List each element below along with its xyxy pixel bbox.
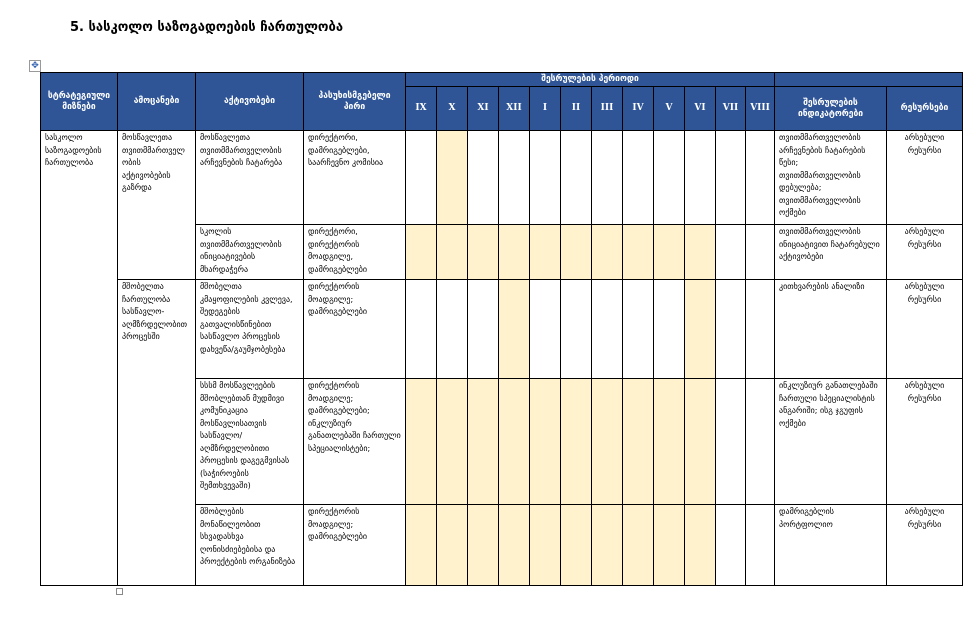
month-cell-active [406,379,437,505]
month-cell-active [592,505,623,586]
resource-cell: არსებული რესურსი [887,280,963,379]
activity-cell: სსსმ მოსწავლეების მშობლებთან მუდმივი კომუნიკაცია მოსწავლისათვის სასწავლო/აღმზრდელობითი პროცესის დაგეგმვისას (საჭიროების შემთხვევაში) [196,379,304,505]
month-cell-active [499,505,530,586]
month-cell [406,131,437,225]
header-month: VIII [746,87,775,131]
month-cell [499,131,530,225]
month-cell-active [623,379,654,505]
responsible-cell: დირექტორი, დირექტორის მოადგილე, დამრიგებლები [304,225,406,280]
month-cell [592,280,623,379]
month-cell-active [406,505,437,586]
month-cell [716,505,746,586]
month-cell-active [623,505,654,586]
responsible-cell: დირექტორის მოადგილე; დამრიგებლები [304,505,406,586]
resource-cell: არსებული რესურსი [887,131,963,225]
month-cell-active [654,225,685,280]
indicator-cell: კითხვარების ანალიზი [775,280,887,379]
month-cell [592,131,623,225]
month-cell [530,131,561,225]
month-cell-active [654,505,685,586]
month-cell-active [530,379,561,505]
header-month: XI [468,87,499,131]
header-month: IX [406,87,437,131]
section-title: 5. სასკოლო საზოგადოების ჩართულობა [70,20,344,35]
responsible-cell: დირექტორის მოადგილე; დამრიგებლები; ინკლუზიურ განათლებაში ჩართული სპეციალისტები; [304,379,406,505]
task-cell: მოსწავლეთა თვითმმართველობის აქტივობების გაზრდა [118,131,196,280]
month-cell-active [561,505,592,586]
month-cell-active [468,505,499,586]
task-cell: მშობელთა ჩართულობა სასწავლო-აღმზრდელობით პროცესში [118,280,196,586]
header-month: IV [623,87,654,131]
month-cell-active [530,225,561,280]
header-month: III [592,87,623,131]
header-period: შესრულების პერიოდი [406,73,775,87]
month-cell [746,131,775,225]
header-blank [775,73,963,87]
month-cell [468,131,499,225]
month-cell-active [685,379,716,505]
month-cell-active [530,505,561,586]
month-cell [530,280,561,379]
month-cell-active [437,225,468,280]
resource-cell: არსებული რესურსი [887,225,963,280]
resource-cell: არსებული რესურსი [887,505,963,586]
header-month: XII [499,87,530,131]
header-activities: აქტივობები [196,73,304,131]
month-cell-active [592,379,623,505]
responsible-cell: დირექტორი, დამრიგებლები, საარჩევნო კომისია [304,131,406,225]
table-row [41,131,963,225]
month-cell-active [685,225,716,280]
header-indicators: შესრულების ინდიკატორები [775,87,887,131]
month-cell-active [468,379,499,505]
month-cell [623,280,654,379]
month-cell-active [561,379,592,505]
month-cell-active [437,505,468,586]
month-cell-active [592,225,623,280]
activity-cell: სკოლის თვითმმართველობის ინიციატივების მხარდაჭერა [196,225,304,280]
activity-cell: მშობლების მონაწილეობით სხვადასხვა ღონისძიებებისა და პროექტების ორგანიზება [196,505,304,586]
header-month: II [561,87,592,131]
month-cell [746,505,775,586]
strategic-goal-cell: სასკოლო საზოგადოების ჩართულობა [41,131,118,586]
month-cell-active [499,225,530,280]
month-cell [623,131,654,225]
header-month: X [437,87,468,131]
table-resize-handle[interactable] [116,588,123,595]
header-month: VI [685,87,716,131]
month-cell-active [654,379,685,505]
month-cell [654,131,685,225]
month-cell-active [406,225,437,280]
month-cell [716,131,746,225]
month-cell-active [437,379,468,505]
header-month: I [530,87,561,131]
header-month: VII [716,87,746,131]
month-cell [437,280,468,379]
indicator-cell: თვითმმართველობის არჩევნების ჩატარების წესი; თვითმმართველობის დებულება; თვითმმართველობის ოქმები [775,131,887,225]
month-cell-active [623,225,654,280]
month-cell [716,379,746,505]
month-cell-active [499,280,530,379]
month-cell [561,280,592,379]
month-cell-active [468,225,499,280]
month-cell-active [685,280,716,379]
indicator-cell: დამრიგებლის პორტფოლიო [775,505,887,586]
month-cell [746,280,775,379]
month-cell [746,379,775,505]
month-cell-active [685,505,716,586]
indicator-cell: ინკლუზიურ განათლებაში ჩართული სპეციალისტის ანგარიში; ისგ ჯგუფის ოქმები [775,379,887,505]
action-plan-table [40,72,963,586]
activity-cell: მოსწავლეთა თვითმმართველობის არჩევნების ჩატარება [196,131,304,225]
month-cell [746,225,775,280]
resource-cell: არსებული რესურსი [887,379,963,505]
month-cell-active [437,131,468,225]
month-cell [406,280,437,379]
month-cell [654,280,685,379]
header-responsible: პასუხისმგებელი პირი [304,73,406,131]
month-cell-active [499,379,530,505]
month-cell [561,131,592,225]
activity-cell: მშობელთა კმაყოფილების კვლევა, შედეგების გათვალისწინებით სასწავლო პროცესის დახვეწა/გაუმჯობესება [196,280,304,379]
indicator-cell: თვითმმართველობის ინიციატივით ჩატარებული აქტივობები [775,225,887,280]
responsible-cell: დირექტორის მოადგილე; დამრიგებლები [304,280,406,379]
header-month: V [654,87,685,131]
month-cell [716,280,746,379]
header-strategic-goals: სტრატეგიული მიზნები [41,73,118,131]
table-row [41,280,963,379]
month-cell [685,131,716,225]
header-tasks: ამოცანები [118,73,196,131]
month-cell [716,225,746,280]
month-cell [468,280,499,379]
table-move-handle-icon[interactable]: ✥ [29,60,41,72]
header-resources: რესურსები [887,87,963,131]
month-cell-active [561,225,592,280]
